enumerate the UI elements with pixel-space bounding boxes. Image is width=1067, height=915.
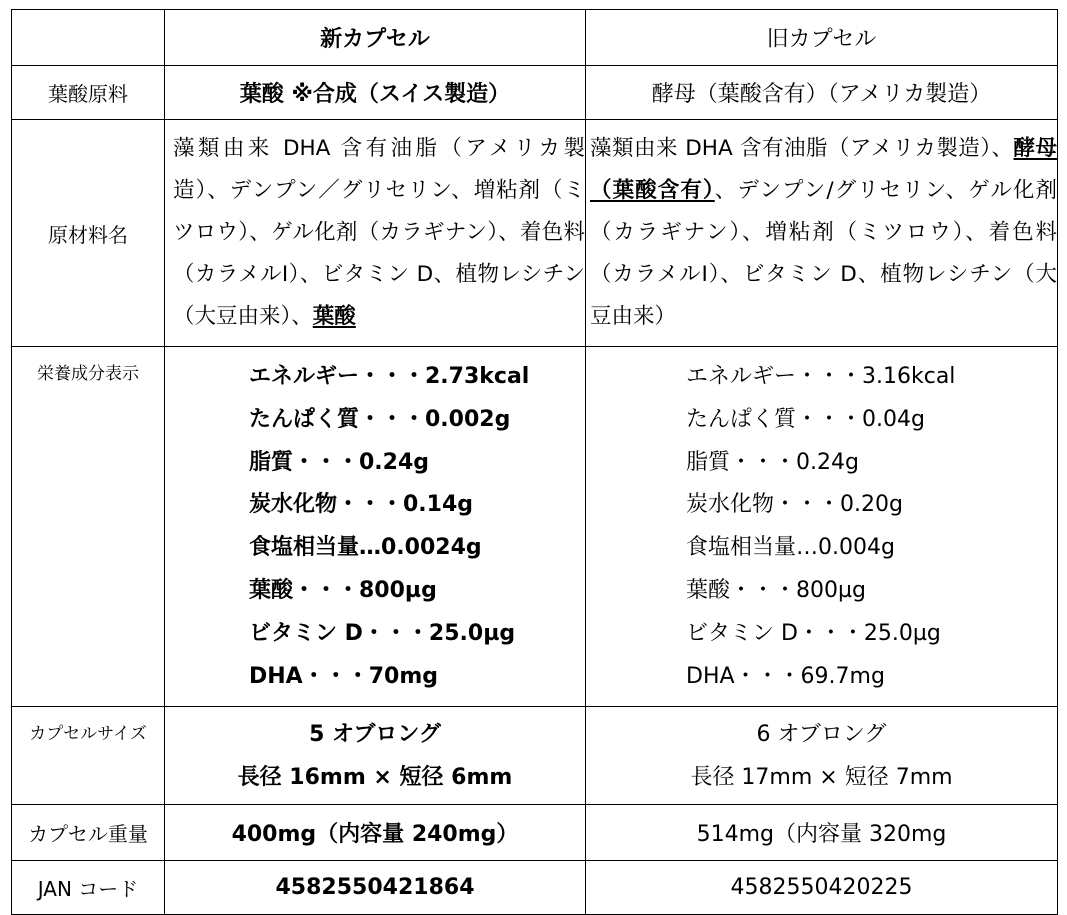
nutrition-new-item: ビタミン D・・・25.0µg [249,620,516,646]
nutrition-old-item: 食塩相当量…0.004g [686,535,895,561]
folic-source-new: 葉酸 ※合成（スイス製造） [165,66,586,120]
nutrition-new [165,347,586,707]
nutrition-new-item: たんぱく質・・・0.002g [249,406,511,432]
capsule-size-old-line2: 長径 17mm × 短径 7mm [690,764,953,790]
capsule-weight-new: 400mg（内容量 240mg） [165,805,586,861]
nutrition-old-item: エネルギー・・・3.16kcal [686,364,956,389]
folic-source-label: 葉酸原料 [12,66,165,120]
header-row [12,10,1058,66]
folic-source-old: 酵母（葉酸含有）（アメリカ製造） [586,66,1058,120]
header-old-capsule: 旧カプセル [586,10,1058,66]
capsule-size-new [165,707,586,805]
capsule-size-row [12,707,1058,805]
nutrition-old-item: ビタミン D・・・25.0µg [686,620,941,646]
capsule-weight-label: カプセル重量 [12,805,165,861]
jan-code-new: 4582550421864 [165,861,586,915]
ingredients-old [586,120,1058,347]
ingredients-label: 原材料名 [12,120,165,347]
ingredients-new-text: 藻類由来 DHA 含有油脂（アメリカ製造）、デンプン／グリセリン、増粘剤（ミツロウ）、ゲル化剤（カラギナン）、着色料（カラメルⅠ）、ビタミン D、植物レシチン（大豆由来）、 [173,136,585,329]
nutrition-new-item: DHA・・・70mg [249,663,438,689]
header-empty-cell [12,10,165,66]
nutrition-new-item: 脂質・・・0.24g [249,449,430,475]
nutrition-old-item: 脂質・・・0.24g [686,449,859,475]
nutrition-row [12,347,1058,707]
capsule-weight-row [12,805,1058,861]
nutrition-new-item: 葉酸・・・800µg [249,577,437,603]
capsule-size-new-line1: 5 オブロング [309,721,441,747]
ingredients-row [12,120,1058,347]
header-new-capsule: 新カプセル [165,10,586,66]
ingredients-old-emphasis: 酵母（葉酸含有） [590,136,1057,203]
capsule-size-label: カプセルサイズ [12,707,165,805]
nutrition-old-item: たんぱく質・・・0.04g [686,406,925,432]
ingredients-new-emphasis: 葉酸 [312,304,356,329]
nutrition-label: 栄養成分表示 [12,347,165,707]
ingredients-old-post: 、デンプン/グリセリン、ゲル化剤（カラギナン）、増粘剤（ミツロウ）、着色料（カラメルⅠ）、ビタミン D、植物レシチン（大豆由来） [590,178,1057,329]
comparison-table [11,9,1058,915]
nutrition-old-item: 炭水化物・・・0.20g [686,492,903,518]
jan-code-label: JAN コード [12,861,165,915]
capsule-size-old [586,707,1058,805]
nutrition-old-item: DHA・・・69.7mg [686,663,885,689]
ingredients-old-pre: 藻類由来 DHA 含有油脂（アメリカ製造）、 [590,136,1014,161]
capsule-weight-old: 514mg（内容量 320mg [586,805,1058,861]
nutrition-old [586,347,1058,707]
folic-source-row [12,66,1058,120]
nutrition-new-item: 炭水化物・・・0.14g [249,492,474,518]
nutrition-new-item: エネルギー・・・2.73kcal [249,364,530,389]
jan-code-old: 4582550420225 [586,861,1058,915]
nutrition-old-item: 葉酸・・・800µg [686,577,866,603]
nutrition-new-item: 食塩相当量…0.0024g [249,535,482,561]
capsule-size-old-line1: 6 オブロング [756,721,887,747]
ingredients-new [165,120,586,347]
jan-code-row [12,861,1058,915]
capsule-size-new-line2: 長径 16mm × 短径 6mm [237,764,513,790]
